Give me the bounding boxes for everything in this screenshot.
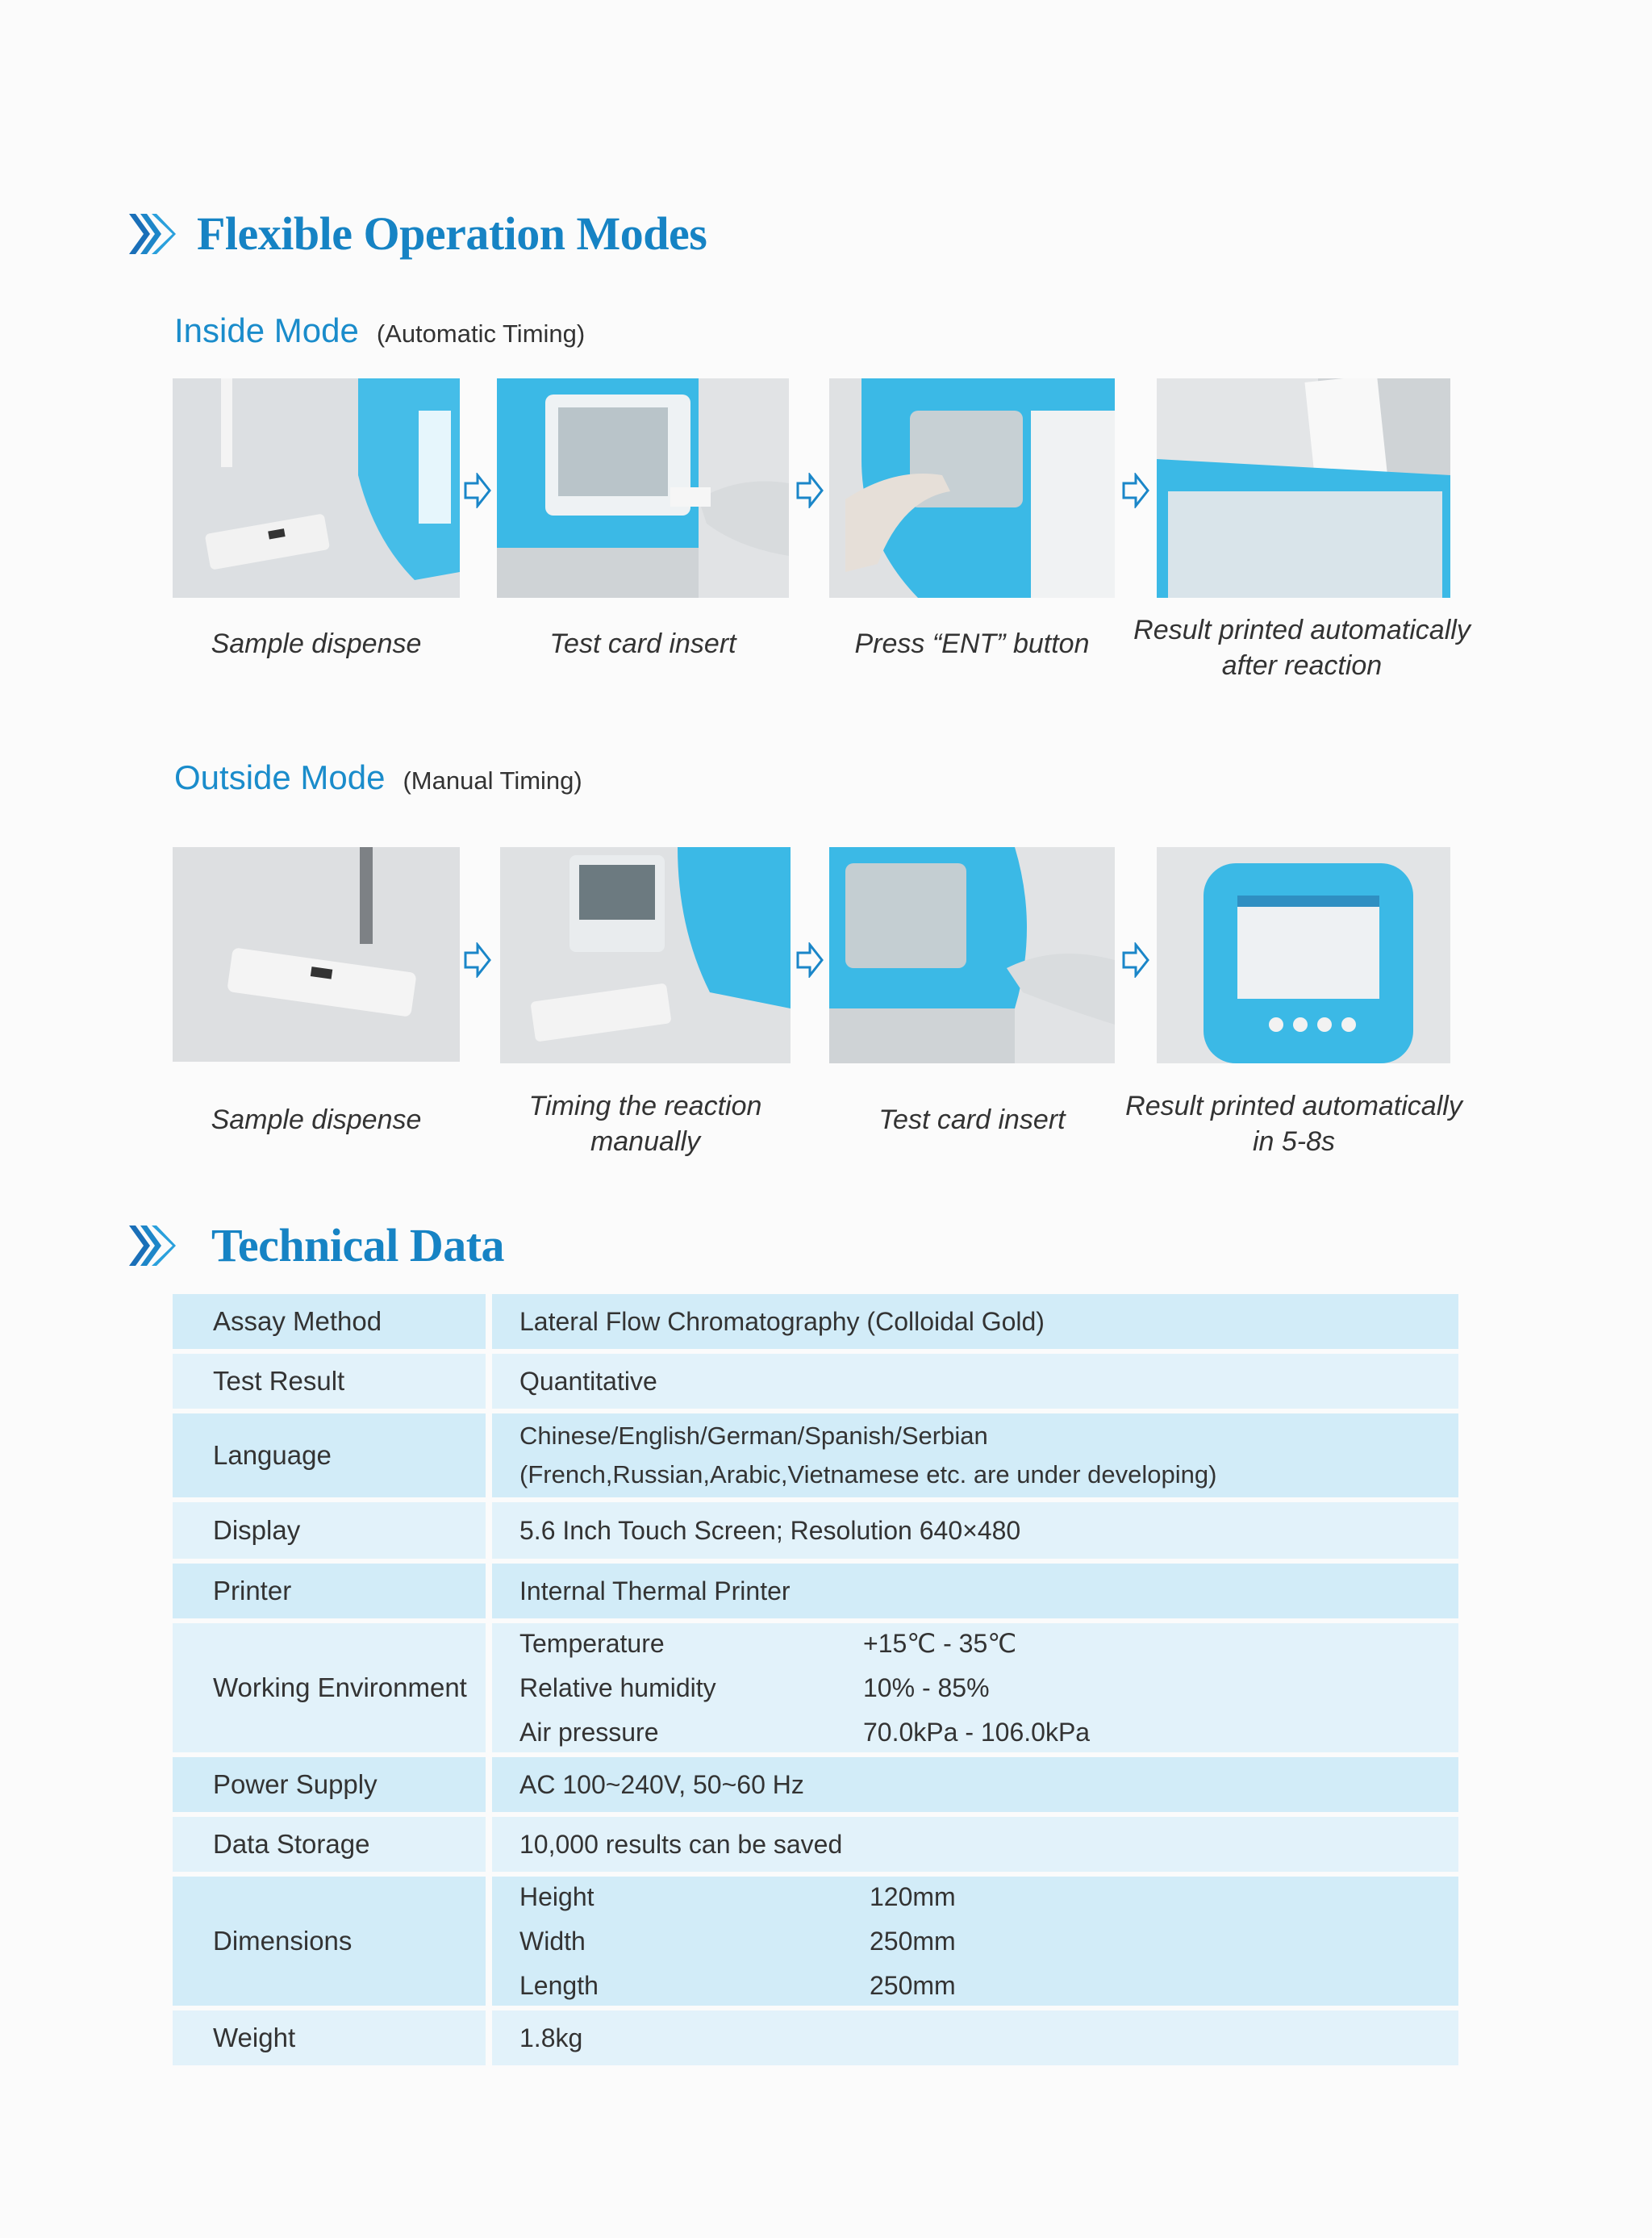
triple-chevron-icon (129, 1224, 176, 1267)
sub-value: 120mm (870, 1881, 956, 1911)
caption-inside-3: Press “ENT” button (854, 628, 1090, 659)
section-header-operation-modes (129, 207, 707, 261)
value-line: (French,Russian,Arabic,Vietnamese etc. are under developing) (519, 1460, 1217, 1489)
mode-title: Outside Mode (174, 758, 386, 796)
table-row (173, 1564, 1458, 1618)
row-label: Data Storage (173, 1817, 486, 1872)
outline-arrow-right-icon (463, 942, 492, 978)
sub-key: Width (519, 1926, 586, 1956)
photo-timing-manually (500, 847, 791, 1063)
row-value: AC 100~240V, 50~60 Hz (492, 1757, 1458, 1812)
caption-inside-2: Test card insert (549, 628, 736, 659)
outline-arrow-right-icon (795, 473, 824, 508)
row-value: 1.8kg (492, 2010, 1458, 2065)
outline-arrow-right-icon (795, 942, 824, 978)
caption-outside-4 (1116, 1088, 1471, 1159)
photo-result-printed-outside (1157, 847, 1450, 1063)
table-row (173, 1623, 1458, 1752)
sub-row (519, 1710, 1458, 1755)
row-label: Test Result (173, 1354, 486, 1409)
inside-mode-header (174, 311, 585, 350)
caption-line: Result printed automatically (1133, 615, 1471, 645)
caption-inside-1: Sample dispense (211, 628, 422, 659)
sub-row (519, 1919, 1458, 1964)
row-label: Display (173, 1502, 486, 1559)
sub-key: Length (519, 1970, 599, 2000)
table-row (173, 1502, 1458, 1559)
photo-press-ent-button (829, 378, 1115, 598)
row-label: Working Environment (173, 1623, 486, 1752)
photo-sample-dispense-outside (173, 847, 460, 1062)
technical-data-table (173, 1294, 1458, 2070)
caption-inside-4 (1124, 612, 1479, 683)
outline-arrow-right-icon (1121, 473, 1150, 508)
caption-outside-3: Test card insert (878, 1104, 1066, 1135)
table-row (173, 1757, 1458, 1812)
triple-chevron-icon (129, 212, 176, 256)
section-title: Flexible Operation Modes (197, 207, 707, 260)
caption-line: after reaction (1221, 650, 1383, 681)
row-value (492, 1623, 1458, 1752)
row-value: Quantitative (492, 1354, 1458, 1409)
mode-subtitle: (Manual Timing) (403, 766, 582, 795)
table-row (173, 1817, 1458, 1872)
sub-key: Air pressure (519, 1717, 659, 1747)
row-label: Language (173, 1413, 486, 1497)
sub-value: +15℃ - 35℃ (863, 1628, 1017, 1658)
value-line: Chinese/English/German/Spanish/Serbian (519, 1422, 988, 1450)
photo-test-card-insert-outside (829, 847, 1115, 1063)
caption-line: Result printed automatically (1125, 1091, 1462, 1121)
row-value (492, 1877, 1458, 2006)
mode-title: Inside Mode (174, 311, 359, 349)
outline-arrow-right-icon (1121, 942, 1150, 978)
table-row (173, 2010, 1458, 2065)
row-label: Dimensions (173, 1877, 486, 2006)
section-title: Technical Data (211, 1219, 505, 1271)
table-row (173, 1877, 1458, 2006)
caption-line: Timing the reaction (528, 1091, 762, 1121)
table-row (173, 1354, 1458, 1409)
caption-outside-2 (484, 1088, 807, 1159)
row-value: 10,000 results can be saved (492, 1817, 1458, 1872)
row-label: Weight (173, 2010, 486, 2065)
row-value (492, 1413, 1458, 1497)
sub-row (519, 1666, 1458, 1710)
photo-sample-dispense (173, 378, 460, 598)
mode-subtitle: (Automatic Timing) (376, 319, 586, 348)
row-value: 5.6 Inch Touch Screen; Resolution 640×480 (492, 1502, 1458, 1559)
sub-row (519, 1964, 1458, 2008)
sub-row (519, 1875, 1458, 1919)
table-row (173, 1413, 1458, 1497)
outline-arrow-right-icon (463, 473, 492, 508)
caption-line: manually (590, 1126, 701, 1157)
caption-line: in 5-8s (1252, 1126, 1336, 1157)
row-value: Lateral Flow Chromatography (Colloidal Gold) (492, 1294, 1458, 1349)
sub-key: Relative humidity (519, 1672, 716, 1702)
sub-value: 70.0kPa - 106.0kPa (863, 1717, 1091, 1747)
sub-row (519, 1622, 1458, 1666)
row-value: Internal Thermal Printer (492, 1564, 1458, 1618)
section-header-technical-data (129, 1218, 504, 1272)
photo-test-card-insert (497, 378, 789, 598)
outside-mode-header (174, 758, 582, 797)
table-row (173, 1294, 1458, 1349)
caption-outside-1: Sample dispense (211, 1104, 422, 1135)
row-label: Power Supply (173, 1757, 486, 1812)
sub-value: 250mm (870, 1970, 956, 2000)
sub-key: Temperature (519, 1628, 665, 1658)
sub-value: 250mm (870, 1926, 956, 1956)
sub-key: Height (519, 1881, 594, 1911)
row-label: Printer (173, 1564, 486, 1618)
row-label: Assay Method (173, 1294, 486, 1349)
sub-value: 10% - 85% (863, 1672, 990, 1702)
photo-result-printed (1157, 378, 1450, 598)
